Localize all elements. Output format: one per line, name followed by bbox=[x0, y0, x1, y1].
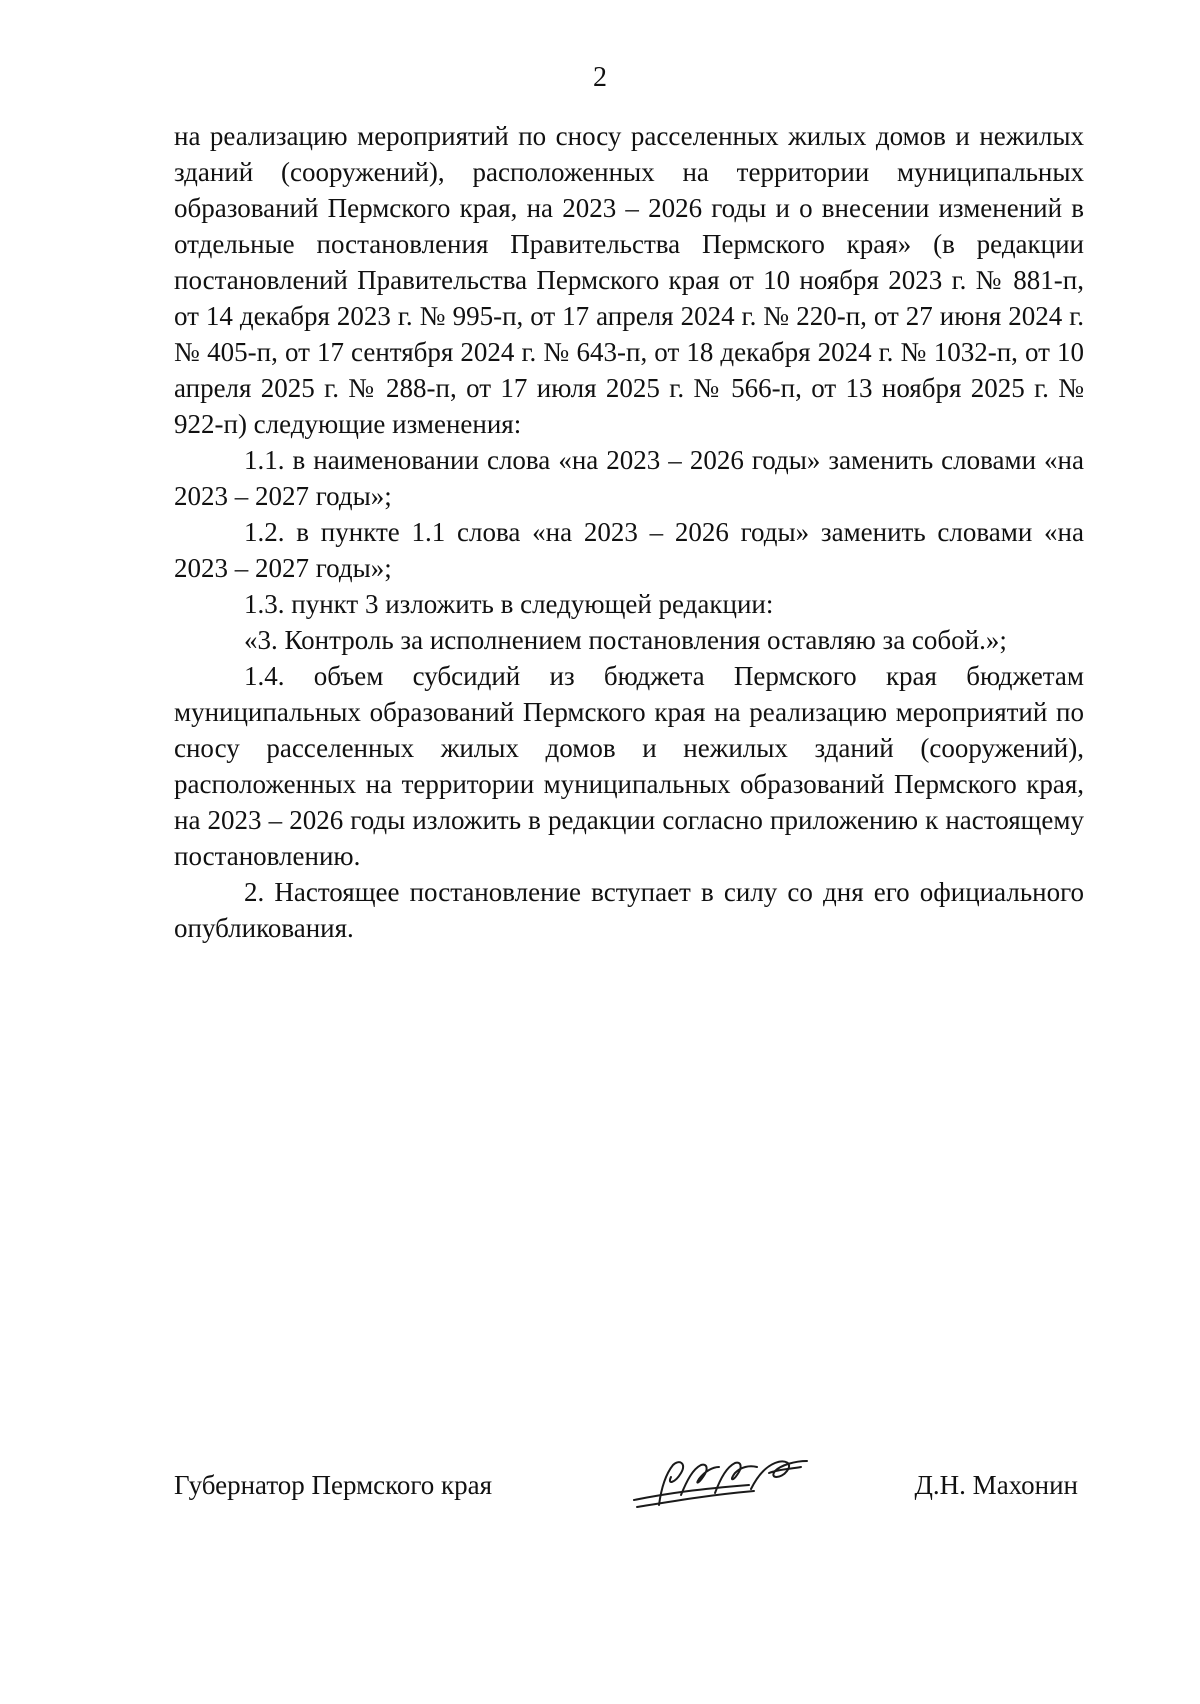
signature-block bbox=[174, 1455, 1084, 1515]
handwritten-signature-icon bbox=[629, 1455, 814, 1515]
paragraph-quote-3: «3. Контроль за исполнением постановления оставляю за собой.»; bbox=[244, 625, 1007, 655]
document-body bbox=[174, 118, 1084, 946]
paragraph-2: 2. Настоящее постановление вступает в силу со дня его официального опубликования. bbox=[174, 877, 1084, 943]
paragraph-1-3: 1.3. пункт 3 изложить в следующей редакции: bbox=[244, 589, 774, 619]
signatory-position: Губернатор Пермского края bbox=[174, 1470, 493, 1500]
page-number: 2 bbox=[593, 62, 607, 93]
paragraph-1-2: 1.2. в пункте 1.1 слова «на 2023 – 2026 годы» заменить словами «на 2023 – 2027 годы»; bbox=[174, 517, 1084, 583]
signatory-name: Д.Н. Махонин bbox=[914, 1470, 1078, 1500]
paragraph-1-4: 1.4. объем субсидий из бюджета Пермского края бюджетам муниципальных образований Пермского края на реализацию мероприятий по сносу расселенных жилых домов и нежилых зданий (сооружений), расположенных на территории муниципальных образований Пермского края, на 2023 – 2026 годы изложить в редакции согласно приложению к настоящему постановлению. bbox=[174, 661, 1084, 871]
paragraph-intro: на реализацию мероприятий по сносу расселенных жилых домов и нежилых зданий (сооружений), расположенных на территории муниципальных образований Пермского края, на 2023 – 2026 годы и о внесении изменений в отдельные постановления Правительства Пермского края» (в редакции постановлений Правительства Пермского края от 10 ноября 2023 г. № 881-п, от 14 декабря 2023 г. № 995-п, от 17 апреля 2024 г. № 220-п, от 27 июня 2024 г. № 405-п, от 17 сентября 2024 г. № 643-п, от 18 декабря 2024 г. № 1032-п, от 10 апреля 2025 г. № 288-п, от 17 июля 2025 г. № 566-п, от 13 ноября 2025 г. № 922-п) следующие изменения: bbox=[174, 121, 1084, 439]
paragraph-1-1: 1.1. в наименовании слова «на 2023 – 2026 годы» заменить словами «на 2023 – 2027 годы»; bbox=[174, 445, 1084, 511]
